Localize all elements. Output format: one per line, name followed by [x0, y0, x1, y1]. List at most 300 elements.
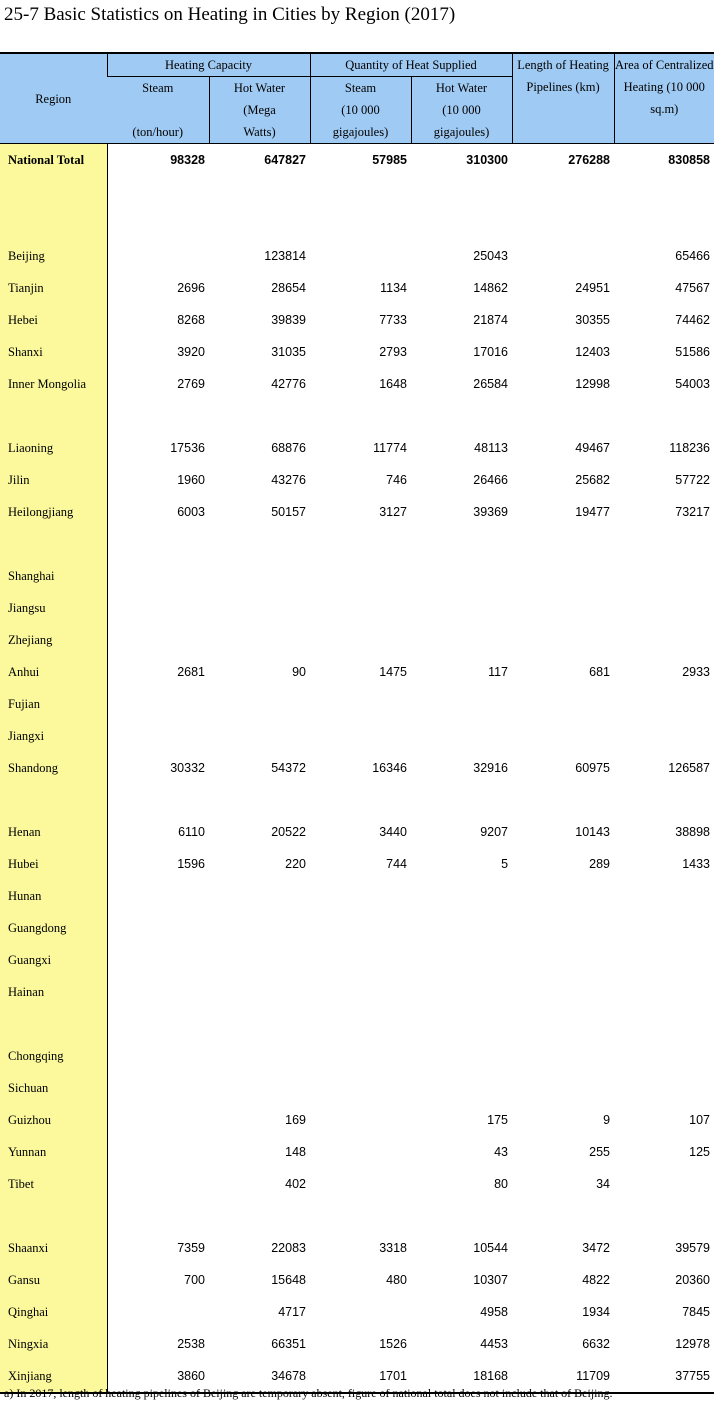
value-cell: 6003	[177, 505, 205, 519]
total-row	[0, 144, 714, 177]
value-cell: 6110	[178, 825, 205, 839]
region-cell: Guangdong	[0, 912, 107, 944]
value-cell: 31035	[271, 345, 306, 359]
value-cell	[209, 1072, 310, 1104]
value-cell	[411, 528, 512, 560]
value-cell	[209, 1040, 310, 1072]
region-cell: Shanxi	[0, 336, 107, 368]
value-cell: 1701	[310, 1360, 411, 1393]
value-cell: 43	[494, 1145, 509, 1159]
region-cell: Inner Mongolia	[0, 368, 107, 400]
region-cell: Ningxia	[0, 1328, 107, 1360]
spacer-row	[0, 400, 714, 432]
table-row	[0, 336, 714, 368]
value-cell	[310, 1168, 411, 1200]
value-cell: 18168	[411, 1360, 512, 1393]
value-cell	[310, 1296, 411, 1328]
table-row	[0, 592, 714, 624]
value-cell: 10544	[473, 1241, 509, 1255]
value-cell	[310, 208, 411, 240]
value-cell: 1596	[177, 857, 205, 871]
value-cell	[614, 688, 714, 720]
value-cell	[310, 400, 411, 432]
value-cell: 9207	[480, 825, 509, 839]
value-cell	[411, 1072, 512, 1104]
value-cell: 65466	[675, 249, 711, 263]
value-cell	[512, 560, 614, 592]
value-cell	[614, 560, 714, 592]
value-cell: 1134	[380, 281, 407, 295]
region-cell: Shanghai	[0, 560, 107, 592]
region-cell: Tibet	[0, 1168, 107, 1200]
header-hc-hot-water: Hot Water (Mega Watts)	[209, 77, 310, 144]
value-cell	[411, 1200, 512, 1232]
value-cell: 26584	[473, 377, 509, 391]
table-row	[0, 272, 714, 304]
value-cell	[614, 1008, 714, 1040]
value-cell	[107, 912, 209, 944]
table-row	[0, 432, 714, 464]
value-cell	[209, 560, 310, 592]
table-row	[0, 720, 714, 752]
region-cell: Shandong	[0, 752, 107, 784]
value-cell	[107, 1104, 209, 1136]
value-cell: 14862	[473, 281, 509, 295]
value-cell: 19477	[575, 505, 611, 519]
region-cell: Yunnan	[0, 1136, 107, 1168]
value-cell: 2681	[177, 665, 205, 679]
value-cell	[614, 400, 714, 432]
value-cell: 700	[184, 1273, 205, 1287]
value-cell	[209, 528, 310, 560]
value-cell: 9	[603, 1113, 611, 1127]
value-cell: 3920	[177, 345, 205, 359]
value-cell	[411, 592, 512, 624]
value-cell	[512, 784, 614, 816]
value-cell	[411, 176, 512, 208]
value-cell: 1475	[379, 665, 407, 679]
value-cell	[614, 592, 714, 624]
region-cell: Zhejiang	[0, 624, 107, 656]
value-cell: 289	[589, 857, 611, 871]
value-cell	[512, 944, 614, 976]
region-cell: Xinjiang	[0, 1360, 107, 1393]
value-cell	[614, 784, 714, 816]
value-cell: 15648	[271, 1273, 306, 1287]
region-cell	[0, 208, 107, 240]
table-row	[0, 1072, 714, 1104]
value-cell	[614, 944, 714, 976]
header-area-heating: Area of Centralized Heating (10 000 sq.m)	[614, 53, 714, 144]
value-cell: 49467	[575, 441, 611, 455]
value-cell: 54372	[271, 761, 306, 775]
value-cell	[209, 400, 310, 432]
value-cell	[209, 944, 310, 976]
region-cell: Hainan	[0, 976, 107, 1008]
table-row	[0, 496, 714, 528]
region-cell: Jiangsu	[0, 592, 107, 624]
value-cell	[310, 688, 411, 720]
value-cell: 98328	[170, 153, 205, 167]
value-cell: 276288	[568, 153, 611, 167]
value-cell	[614, 1200, 714, 1232]
value-cell	[209, 592, 310, 624]
table-row	[0, 1136, 714, 1168]
value-cell: 73217	[675, 505, 711, 519]
value-cell: 3127	[379, 505, 407, 519]
value-cell	[310, 592, 411, 624]
spacer-row	[0, 1200, 714, 1232]
value-cell	[512, 720, 614, 752]
header-hc-steam: Steam (ton/hour)	[107, 77, 209, 144]
value-cell	[512, 1200, 614, 1232]
value-cell	[107, 1136, 209, 1168]
value-cell	[310, 1104, 411, 1136]
table-row	[0, 816, 714, 848]
value-cell: 10143	[575, 825, 611, 839]
value-cell: 744	[386, 857, 407, 871]
value-cell: 3472	[582, 1241, 611, 1255]
value-cell	[614, 1072, 714, 1104]
value-cell	[512, 912, 614, 944]
table-row	[0, 1168, 714, 1200]
region-cell	[0, 784, 107, 816]
region-cell	[0, 528, 107, 560]
value-cell	[209, 912, 310, 944]
region-cell	[0, 1008, 107, 1040]
value-cell: 16346	[372, 761, 407, 775]
table-row	[0, 848, 714, 880]
value-cell	[310, 880, 411, 912]
value-cell: 66351	[271, 1337, 306, 1351]
table-row	[0, 1040, 714, 1072]
value-cell	[310, 1040, 411, 1072]
value-cell: 118236	[669, 441, 711, 455]
value-cell: 2793	[379, 345, 407, 359]
value-cell	[209, 208, 310, 240]
value-cell: 220	[285, 857, 306, 871]
value-cell: 681	[589, 665, 611, 679]
value-cell	[614, 880, 714, 912]
value-cell: 17536	[170, 441, 205, 455]
value-cell	[107, 944, 209, 976]
value-cell: 17016	[473, 345, 509, 359]
value-cell	[512, 1008, 614, 1040]
value-cell: 123814	[264, 249, 306, 263]
value-cell	[310, 1072, 411, 1104]
value-cell	[310, 176, 411, 208]
value-cell	[411, 688, 512, 720]
region-cell: Henan	[0, 816, 107, 848]
value-cell	[310, 624, 411, 656]
value-cell	[107, 1168, 209, 1200]
value-cell	[512, 880, 614, 912]
value-cell: 25682	[575, 473, 611, 487]
value-cell: 402	[285, 1177, 306, 1191]
spacer-row	[0, 208, 714, 240]
value-cell: 7359	[177, 1241, 205, 1255]
value-cell: 54003	[675, 377, 711, 391]
region-cell	[0, 400, 107, 432]
value-cell: 746	[386, 473, 407, 487]
value-cell: 3860	[107, 1360, 209, 1393]
value-cell: 1526	[379, 1337, 407, 1351]
value-cell	[209, 720, 310, 752]
value-cell: 43276	[271, 473, 306, 487]
value-cell	[310, 976, 411, 1008]
value-cell	[310, 1200, 411, 1232]
value-cell: 12998	[575, 377, 611, 391]
value-cell: 3440	[379, 825, 407, 839]
value-cell: 6632	[582, 1337, 611, 1351]
value-cell	[411, 944, 512, 976]
value-cell	[512, 688, 614, 720]
value-cell: 22083	[271, 1241, 306, 1255]
value-cell	[614, 208, 714, 240]
table-row	[0, 688, 714, 720]
header-q-hot-water: Hot Water (10 000 gigajoules)	[411, 77, 512, 144]
value-cell	[512, 528, 614, 560]
value-cell: 1934	[582, 1305, 611, 1319]
table-row	[0, 752, 714, 784]
value-cell	[209, 624, 310, 656]
region-cell: Hubei	[0, 848, 107, 880]
value-cell: 4822	[582, 1273, 611, 1287]
value-cell: 12403	[575, 345, 611, 359]
region-cell: Qinghai	[0, 1296, 107, 1328]
value-cell: 39839	[271, 313, 306, 327]
value-cell	[107, 240, 209, 272]
value-cell	[107, 400, 209, 432]
value-cell: 175	[487, 1113, 509, 1127]
value-cell	[310, 720, 411, 752]
region-cell: Fujian	[0, 688, 107, 720]
value-cell: 125	[689, 1145, 711, 1159]
value-cell	[310, 784, 411, 816]
value-cell	[107, 528, 209, 560]
table-body	[0, 144, 714, 1394]
value-cell: 26466	[473, 473, 509, 487]
value-cell	[411, 208, 512, 240]
region-cell: Liaoning	[0, 432, 107, 464]
value-cell: 7845	[682, 1305, 711, 1319]
value-cell: 7733	[379, 313, 407, 327]
value-cell	[107, 688, 209, 720]
region-cell: Jiangxi	[0, 720, 107, 752]
value-cell	[310, 1008, 411, 1040]
value-cell: 20522	[271, 825, 306, 839]
value-cell: 126587	[668, 761, 711, 775]
page-title: 25-7 Basic Statistics on Heating in Cities by Region (2017)	[4, 4, 456, 25]
value-cell: 20360	[675, 1273, 711, 1287]
value-cell	[512, 624, 614, 656]
value-cell: 57985	[372, 153, 407, 167]
table-row	[0, 240, 714, 272]
value-cell	[512, 176, 614, 208]
spacer-row	[0, 784, 714, 816]
value-cell	[614, 528, 714, 560]
value-cell: 30355	[575, 313, 611, 327]
value-cell	[107, 1040, 209, 1072]
region-cell: Sichuan	[0, 1072, 107, 1104]
value-cell	[512, 592, 614, 624]
value-cell	[411, 1008, 512, 1040]
value-cell: 25043	[473, 249, 509, 263]
region-cell: Anhui	[0, 656, 107, 688]
region-cell: Hebei	[0, 304, 107, 336]
table-row	[0, 1296, 714, 1328]
value-cell: 4958	[480, 1305, 509, 1319]
value-cell	[107, 560, 209, 592]
table-header	[0, 53, 714, 144]
value-cell: 32916	[473, 761, 509, 775]
value-cell: 38898	[675, 825, 711, 839]
value-cell: 37755	[614, 1360, 714, 1393]
region-cell: Beijing	[0, 240, 107, 272]
heating-statistics-table	[0, 52, 714, 1394]
header-length-pipelines: Length of Heating Pipelines (km)	[512, 53, 614, 144]
value-cell	[411, 400, 512, 432]
value-cell: 57722	[675, 473, 711, 487]
value-cell	[310, 240, 411, 272]
value-cell: 830858	[668, 153, 711, 167]
table-row	[0, 560, 714, 592]
value-cell: 2769	[177, 377, 205, 391]
table-row	[0, 304, 714, 336]
value-cell	[107, 976, 209, 1008]
value-cell: 42776	[271, 377, 306, 391]
value-cell: 8268	[177, 313, 205, 327]
header-heating-capacity: Heating Capacity	[107, 53, 310, 77]
value-cell: 80	[494, 1177, 509, 1191]
table-row	[0, 1328, 714, 1360]
region-cell: Hunan	[0, 880, 107, 912]
value-cell	[310, 560, 411, 592]
value-cell	[107, 720, 209, 752]
value-cell: 647827	[264, 153, 306, 167]
value-cell: 1960	[177, 473, 205, 487]
table-row	[0, 656, 714, 688]
table-row	[0, 912, 714, 944]
value-cell: 50157	[271, 505, 306, 519]
value-cell	[107, 1008, 209, 1040]
value-cell	[310, 912, 411, 944]
value-cell	[310, 528, 411, 560]
value-cell: 51586	[675, 345, 711, 359]
region-cell: Guizhou	[0, 1104, 107, 1136]
region-cell: Gansu	[0, 1264, 107, 1296]
value-cell: 68876	[271, 441, 306, 455]
value-cell: 480	[386, 1273, 407, 1287]
value-cell	[411, 560, 512, 592]
value-cell	[614, 176, 714, 208]
value-cell: 310300	[466, 153, 509, 167]
value-cell: 2538	[177, 1337, 205, 1351]
value-cell: 24951	[575, 281, 611, 295]
region-cell: National Total	[0, 144, 107, 177]
value-cell: 3318	[379, 1241, 407, 1255]
value-cell	[512, 1072, 614, 1104]
table-row	[0, 976, 714, 1008]
value-cell	[107, 208, 209, 240]
value-cell	[209, 688, 310, 720]
value-cell: 1648	[379, 377, 407, 391]
region-cell: Tianjin	[0, 272, 107, 304]
value-cell	[512, 208, 614, 240]
value-cell: 34	[596, 1177, 611, 1191]
value-cell: 12978	[675, 1337, 711, 1351]
value-cell	[411, 784, 512, 816]
value-cell: 34678	[209, 1360, 310, 1393]
header-q-steam: Steam (10 000 gigajoules)	[310, 77, 411, 144]
value-cell	[209, 976, 310, 1008]
value-cell	[614, 720, 714, 752]
region-cell: Chongqing	[0, 1040, 107, 1072]
value-cell	[614, 1040, 714, 1072]
value-cell	[512, 240, 614, 272]
value-cell	[107, 1072, 209, 1104]
value-cell	[209, 784, 310, 816]
value-cell	[107, 1296, 209, 1328]
value-cell	[107, 176, 209, 208]
value-cell: 28654	[271, 281, 306, 295]
table-row	[0, 1232, 714, 1264]
value-cell: 107	[689, 1113, 711, 1127]
value-cell: 21874	[473, 313, 509, 327]
spacer-row	[0, 528, 714, 560]
value-cell	[614, 976, 714, 1008]
value-cell	[209, 176, 310, 208]
value-cell: 39579	[675, 1241, 711, 1255]
value-cell	[512, 400, 614, 432]
value-cell: 2696	[177, 281, 205, 295]
table-row	[0, 464, 714, 496]
value-cell: 117	[488, 665, 509, 679]
table-row	[0, 368, 714, 400]
value-cell: 2933	[682, 665, 711, 679]
region-cell	[0, 1200, 107, 1232]
value-cell: 1433	[682, 857, 711, 871]
value-cell	[411, 1040, 512, 1072]
value-cell: 90	[292, 665, 306, 679]
value-cell: 4717	[278, 1305, 306, 1319]
header-region: Region	[0, 53, 107, 144]
table-row	[0, 1104, 714, 1136]
spacer-row	[0, 1008, 714, 1040]
value-cell	[411, 624, 512, 656]
value-cell	[411, 880, 512, 912]
value-cell: 5	[501, 857, 509, 871]
value-cell: 4453	[480, 1337, 509, 1351]
table-row	[0, 880, 714, 912]
value-cell	[614, 1168, 714, 1200]
table-row	[0, 624, 714, 656]
value-cell: 10307	[473, 1273, 509, 1287]
value-cell	[209, 1200, 310, 1232]
region-cell: Guangxi	[0, 944, 107, 976]
value-cell	[107, 880, 209, 912]
value-cell	[209, 1008, 310, 1040]
value-cell: 255	[589, 1145, 611, 1159]
region-cell: Heilongjiang	[0, 496, 107, 528]
value-cell: 30332	[170, 761, 205, 775]
table-row	[0, 1264, 714, 1296]
value-cell: 60975	[575, 761, 611, 775]
value-cell	[310, 944, 411, 976]
value-cell	[614, 912, 714, 944]
value-cell: 11709	[512, 1360, 614, 1393]
footnote: a) In 2017, length of heating pipelines of Beijing are temporary absent, figure of national total does not include that of Beijing.	[4, 1386, 613, 1400]
